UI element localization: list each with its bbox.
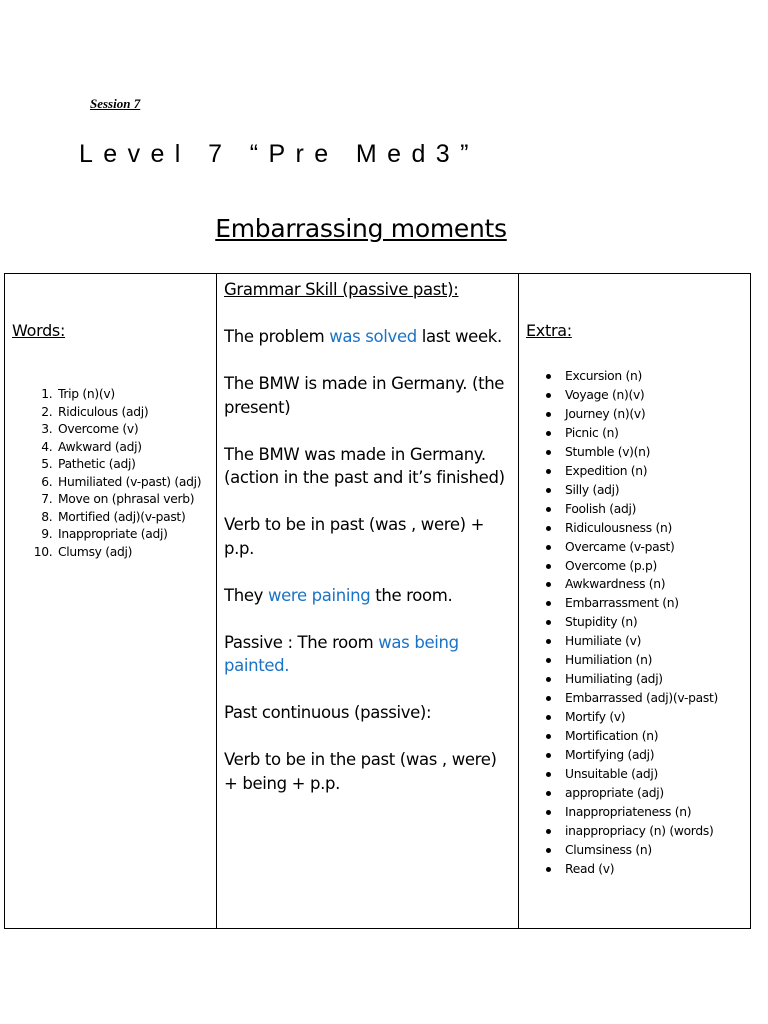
list-item [558,632,746,651]
list-item [558,651,746,670]
list-item: 10. Clumsy (adj) [56,544,212,562]
list-item [558,727,746,746]
extra-list [526,367,746,879]
list-item-label: Humiliating (adj) [565,672,663,687]
list-item-label: Mortifying (adj) [565,748,655,763]
bullet-icon [546,412,551,417]
grammar-example: The BMW is made in Germany. (the present) [224,374,505,417]
bullet-icon [546,488,551,493]
list-item [558,443,746,462]
list-item-label: Overcome (p.p) [565,558,657,573]
bullet-icon [546,829,551,834]
example-text: last week. [416,327,502,346]
list-item [558,500,746,519]
bullet-icon [546,564,551,569]
list-item-label: Voyage (n)(v) [565,387,645,402]
list-item: 6. Humiliated (v-past) (adj) [56,474,212,492]
bullet-icon [546,601,551,606]
bullet-icon [546,374,551,379]
list-item [558,575,746,594]
list-item-label: Embarrassment (n) [565,596,679,611]
words-heading: Words: [12,321,66,340]
list-item [558,519,746,538]
grammar-column [217,274,519,928]
list-item: 1. Trip (n)(v) [56,386,212,404]
level-title: Level 7 “Pre Med3” [79,140,479,168]
list-item-label: Inappropriateness (n) [565,804,692,819]
grammar-heading: Grammar Skill (passive past): [224,280,459,299]
list-item [558,594,746,613]
grammar-section [224,278,514,819]
list-item-label: Ridiculousness (n) [565,520,672,535]
list-item [558,386,746,405]
list-item-label: Embarrassed (adj)(v-past) [565,691,719,706]
list-item [558,822,746,841]
list-item: 8. Mortified (adj)(v-past) [56,509,212,527]
list-item: 9. Inappropriate (adj) [56,526,212,544]
example-text: Passive : The room [224,632,379,652]
list-item: 2. Ridiculous (adj) [56,404,212,422]
list-item-label: inappropriacy (n) (words) [565,823,714,838]
bullet-icon [546,734,551,739]
example-text: the room. [370,585,453,605]
grammar-example [224,584,514,608]
grammar-rule: Verb to be in past (was , were) + p.p. [224,515,485,558]
list-item-label: Awkwardness (n) [565,577,666,592]
list-item [558,424,746,443]
bullet-icon [546,393,551,398]
list-item-label: Stupidity (n) [565,615,638,630]
list-item [558,765,746,784]
list-item-label: Picnic (n) [565,425,619,440]
bullet-icon [546,848,551,853]
highlight-text: were paining [267,585,371,605]
list-item-label: Expedition (n) [565,463,648,478]
list-item-label: Clumsiness (n) [565,842,652,857]
list-item [558,784,746,803]
list-item-label: Mortification (n) [565,729,659,744]
list-item [558,557,746,576]
highlight-text: was solved [329,327,417,346]
list-item [558,708,746,727]
list-item-label: Silly (adj) [565,482,620,497]
extra-heading: Extra: [526,321,572,340]
list-item: 7. Move on (phrasal verb) [56,491,212,509]
bullet-icon [546,867,551,872]
list-item-label: Mortify (v) [565,710,626,725]
page-title: Embarrassing moments [215,214,507,243]
list-item: 3. Overcome (v) [56,421,212,439]
list-item-label: Foolish (adj) [565,501,637,516]
list-item [558,538,746,557]
words-column [5,274,217,928]
grammar-example [224,631,514,678]
bullet-icon [546,450,551,455]
list-item [558,481,746,500]
list-item [558,803,746,822]
bullet-icon [546,810,551,815]
bullet-icon [546,791,551,796]
grammar-rule-title: Past continuous (passive): [224,703,432,722]
bullet-icon [546,620,551,625]
list-item [558,841,746,860]
bullet-icon [546,753,551,758]
content-table [4,273,751,929]
list-item [558,462,746,481]
bullet-icon [546,715,551,720]
bullet-icon [546,431,551,436]
bullet-icon [546,639,551,644]
session-label: Session 7 [90,96,141,111]
list-item [558,746,746,765]
bullet-icon [546,658,551,663]
grammar-example: The BMW was made in Germany. (action in the past and it’s finished) [224,444,505,487]
bullet-icon [546,772,551,777]
list-item: 4. Awkward (adj) [56,439,212,457]
list-item-label: Humiliate (v) [565,634,642,649]
bullet-icon [546,469,551,474]
grammar-example [224,325,514,349]
example-text: The problem [224,327,330,346]
list-item-label: Excursion (n) [565,369,642,383]
bullet-icon [546,677,551,682]
list-item-label: appropriate (adj) [565,785,664,800]
list-item [558,367,746,386]
bullet-icon [546,545,551,550]
list-item [558,405,746,424]
list-item [558,689,746,708]
list-item [558,613,746,632]
list-item [558,670,746,689]
list-item-label: Journey (n)(v) [565,406,646,421]
list-item-label: Humiliation (n) [565,653,653,668]
extra-column [519,274,750,928]
list-item-label: Read (v) [565,861,615,876]
bullet-icon [546,696,551,701]
list-item-label: Stumble (v)(n) [565,444,651,459]
list-item: 5. Pathetic (adj) [56,456,212,474]
bullet-icon [546,526,551,531]
bullet-icon [546,507,551,512]
list-item-label: Overcame (v-past) [565,539,675,554]
grammar-rule: Verb to be in the past (was , were) + being + p.p. [224,750,497,793]
words-list [12,386,212,561]
example-text: They [224,585,268,605]
highlight-text: was being painted. [224,632,459,675]
bullet-icon [546,582,551,587]
list-item-label: Unsuitable (adj) [565,767,659,782]
list-item [558,860,746,879]
